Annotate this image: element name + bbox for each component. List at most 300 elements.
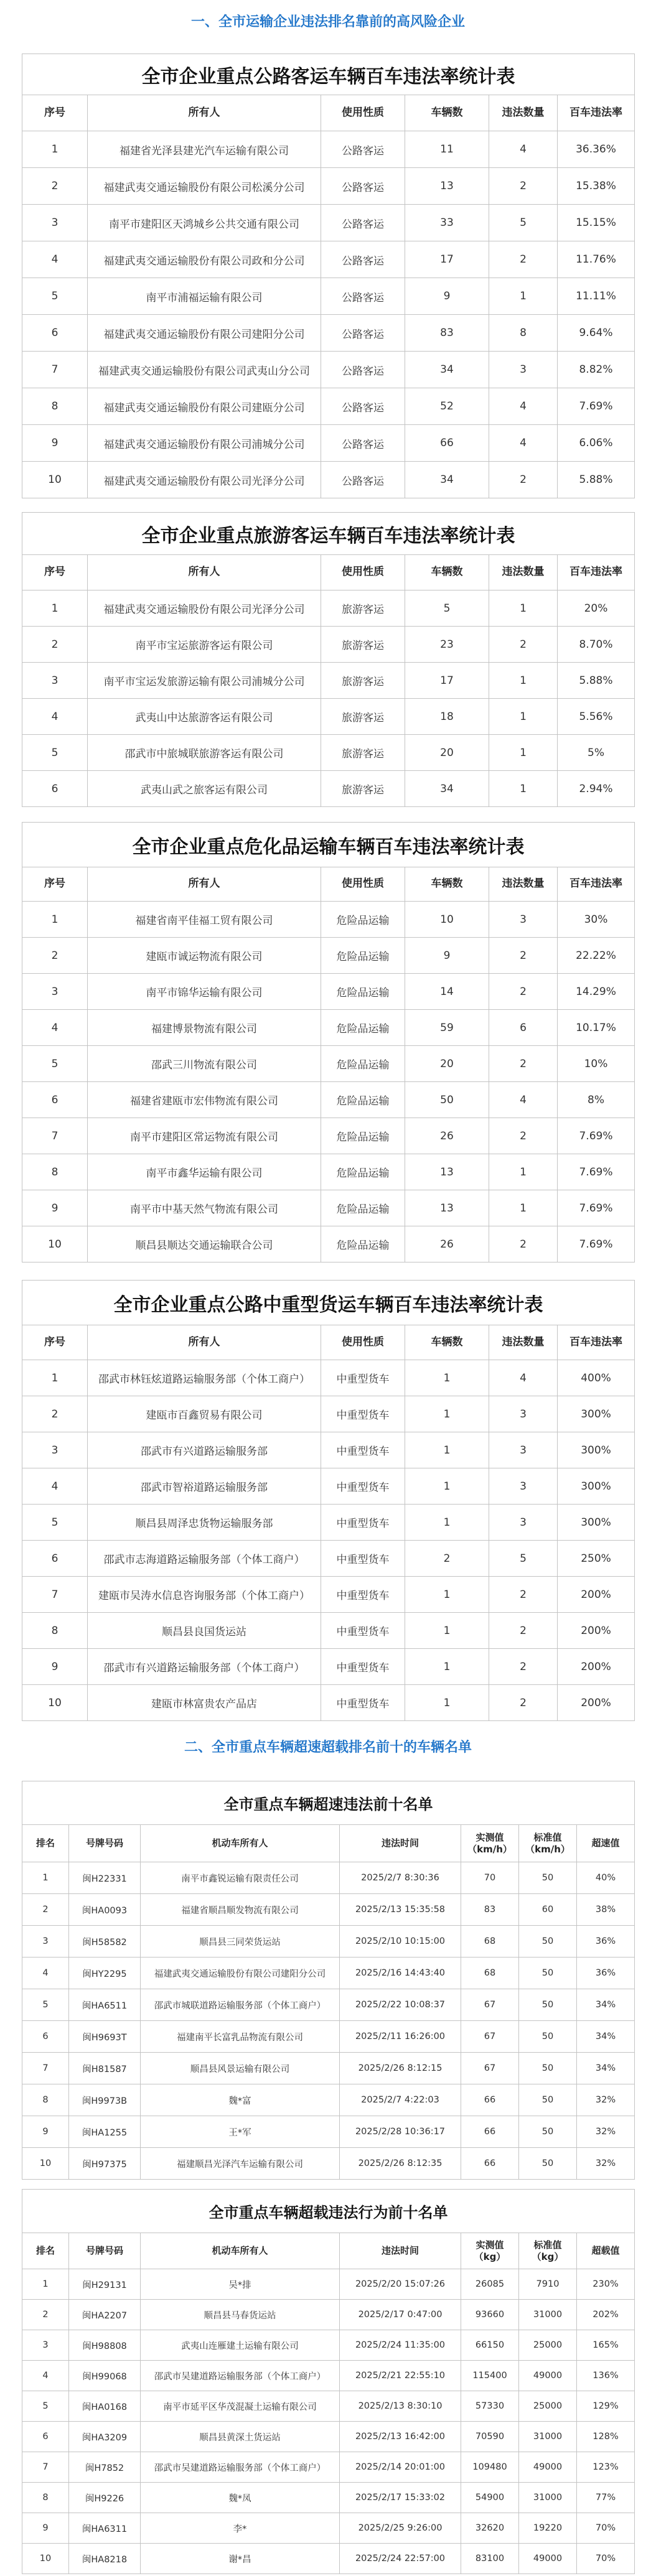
cell-owner: 邵武市有兴道路运输服务部 xyxy=(88,1432,321,1468)
cell-plate-number: 闽HA0168 xyxy=(69,2391,141,2422)
cell-owner: 福建省光泽县建光汽车运输有限公司 xyxy=(88,131,321,168)
cell-usage-type: 危险品运输 xyxy=(321,1082,405,1118)
header-standard-value-text: 标准值 xyxy=(533,1831,562,1843)
cell-measured-value: 115400 xyxy=(461,2361,519,2391)
cell-vehicle-count: 2 xyxy=(405,1541,489,1577)
cell-owner: 邵武市林钰炫道路运输服务部（个体工商户） xyxy=(88,1360,321,1396)
cell-usage-type: 中重型货车 xyxy=(321,1396,405,1432)
header-speeding-value xyxy=(577,1825,635,1862)
cell-plate-number: 闽HA6511 xyxy=(69,1989,141,2021)
cell-vehicle-owner: 吴*排 xyxy=(141,2269,340,2300)
cell-index: 5 xyxy=(22,1046,88,1082)
table-body xyxy=(22,1360,635,1721)
table-title-row xyxy=(22,2190,635,2233)
cell-index: 9 xyxy=(22,1649,88,1685)
cell-violation-time: 2025/2/22 10:08:37 xyxy=(340,1989,461,2021)
cell-violation-time: 2025/2/17 0:47:00 xyxy=(340,2300,461,2330)
cell-index: 2 xyxy=(22,1396,88,1432)
cell-index: 10 xyxy=(22,1226,88,1262)
cell-measured-value: 32620 xyxy=(461,2513,519,2544)
cell-vehicle-owner: 邵武市城联道路运输服务部（个体工商户） xyxy=(141,1989,340,2021)
header-overload-value-text: 超载值 xyxy=(591,2245,620,2257)
header-rank xyxy=(22,2233,69,2269)
cell-violation-rate: 30% xyxy=(558,902,635,938)
table-title-row xyxy=(22,54,635,95)
cell-violation-rate: 10.17% xyxy=(558,1010,635,1046)
table-row xyxy=(22,1926,635,1958)
cell-violation-rate: 7.69% xyxy=(558,1154,635,1190)
cell-vehicle-count: 20 xyxy=(405,735,489,771)
cell-violation-rate: 6.06% xyxy=(558,425,635,462)
cell-violation-count: 3 xyxy=(489,1468,558,1505)
cell-index: 6 xyxy=(22,771,88,807)
cell-violation-count: 2 xyxy=(489,1685,558,1721)
cell-speeding-value: 40% xyxy=(577,1862,635,1894)
cell-violation-time: 2025/2/28 10:36:17 xyxy=(340,2116,461,2148)
table-row xyxy=(22,699,635,735)
cell-usage-type: 中重型货车 xyxy=(321,1685,405,1721)
header-violation-rate-text: 百车违法率 xyxy=(569,106,622,119)
cell-violation-rate: 7.69% xyxy=(558,388,635,425)
cell-violation-rate: 5.56% xyxy=(558,699,635,735)
table-row xyxy=(22,2021,635,2053)
cell-rank: 5 xyxy=(22,1989,69,2021)
cell-index: 1 xyxy=(22,1360,88,1396)
cell-index: 8 xyxy=(22,1154,88,1190)
cell-owner: 福建博景物流有限公司 xyxy=(88,1010,321,1046)
cell-owner: 南平市建阳区天鸿城乡公共交通有限公司 xyxy=(88,205,321,241)
cell-owner: 福建武夷交通运输股份有限公司浦城分公司 xyxy=(88,425,321,462)
cell-plate-number: 闽H22331 xyxy=(69,1862,141,1894)
cell-violation-count: 1 xyxy=(489,771,558,807)
cell-vehicle-owner: 顺昌县黄深土货运站 xyxy=(141,2422,340,2452)
cell-vehicle-owner: 邵武市吴建道路运输服务部（个体工商户） xyxy=(141,2361,340,2391)
cell-index: 3 xyxy=(22,205,88,241)
header-owner xyxy=(88,867,321,902)
cell-measured-value: 26085 xyxy=(461,2269,519,2300)
cell-owner: 邵武三川物流有限公司 xyxy=(88,1046,321,1082)
cell-rank: 9 xyxy=(22,2513,69,2544)
cell-usage-type: 危险品运输 xyxy=(321,938,405,974)
cell-owner: 顺昌县良国货运站 xyxy=(88,1613,321,1649)
cell-violation-count: 1 xyxy=(489,735,558,771)
cell-vehicle-count: 1 xyxy=(405,1505,489,1541)
cell-index: 4 xyxy=(22,1010,88,1046)
cell-vehicle-owner: 顺昌县三同荣货运站 xyxy=(141,1926,340,1958)
cell-violation-rate: 2.94% xyxy=(558,771,635,807)
header-owner-text: 所有人 xyxy=(188,1335,220,1348)
cell-violation-time: 2025/2/20 15:07:26 xyxy=(340,2269,461,2300)
header-violation-count xyxy=(489,867,558,902)
cell-usage-type: 中重型货车 xyxy=(321,1541,405,1577)
header-plate-number xyxy=(69,2233,141,2269)
cell-vehicle-owner: 福建武夷交通运输股份有限公司建阳分公司 xyxy=(141,1958,340,1989)
table-row xyxy=(22,1989,635,2021)
header-row xyxy=(22,1325,635,1360)
cell-overload-value: 77% xyxy=(577,2483,635,2513)
cell-violation-rate: 300% xyxy=(558,1505,635,1541)
header-violation-count xyxy=(489,1325,558,1360)
cell-overload-value: 129% xyxy=(577,2391,635,2422)
cell-plate-number: 闽HA3209 xyxy=(69,2422,141,2452)
cell-vehicle-count: 26 xyxy=(405,1118,489,1154)
header-index-text: 序号 xyxy=(44,877,65,890)
cell-violation-count: 1 xyxy=(489,278,558,315)
header-measured-value-text: 实测值 xyxy=(476,2239,504,2251)
cell-rank: 7 xyxy=(22,2452,69,2483)
cell-owner: 南平市中基天然气物流有限公司 xyxy=(88,1190,321,1226)
header-index-text: 序号 xyxy=(44,1335,65,1348)
cell-vehicle-count: 13 xyxy=(405,1154,489,1190)
cell-vehicle-count: 1 xyxy=(405,1468,489,1505)
header-violation-rate xyxy=(558,1325,635,1360)
cell-measured-value: 83100 xyxy=(461,2544,519,2574)
header-vehicle-owner-text: 机动车所有人 xyxy=(212,1837,268,1849)
cell-vehicle-count: 10 xyxy=(405,902,489,938)
cell-vehicle-count: 50 xyxy=(405,1082,489,1118)
table-row xyxy=(22,1118,635,1154)
cell-violation-rate: 9.64% xyxy=(558,315,635,352)
cell-standard-value: 19220 xyxy=(519,2513,577,2544)
cell-standard-value: 50 xyxy=(519,2084,577,2116)
cell-violation-rate: 200% xyxy=(558,1577,635,1613)
cell-index: 1 xyxy=(22,590,88,627)
cell-rank: 3 xyxy=(22,2330,69,2361)
table-row xyxy=(22,2391,635,2422)
cell-usage-type: 危险品运输 xyxy=(321,1226,405,1262)
cell-owner: 建瓯市诚运物流有限公司 xyxy=(88,938,321,974)
cell-index: 9 xyxy=(22,425,88,462)
heavy-freight-violation-table xyxy=(22,1280,635,1721)
header-vehicle-count xyxy=(405,1325,489,1360)
table-title: 全市企业重点公路客运车辆百车违法率统计表 xyxy=(22,54,635,95)
cell-index: 3 xyxy=(22,974,88,1010)
cell-usage-type: 中重型货车 xyxy=(321,1505,405,1541)
cell-owner: 南平市宝运发旅游运输有限公司浦城分公司 xyxy=(88,663,321,699)
table-title-row xyxy=(22,513,635,555)
cell-usage-type: 公路客运 xyxy=(321,205,405,241)
cell-violation-rate: 7.69% xyxy=(558,1190,635,1226)
cell-violation-count: 2 xyxy=(489,241,558,278)
cell-rank: 6 xyxy=(22,2422,69,2452)
cell-violation-count: 2 xyxy=(489,462,558,498)
table-row xyxy=(22,1613,635,1649)
header-violation-count xyxy=(489,555,558,590)
table-row xyxy=(22,938,635,974)
cell-vehicle-owner: 魏*凤 xyxy=(141,2483,340,2513)
cell-rank: 1 xyxy=(22,1862,69,1894)
cell-overload-value: 128% xyxy=(577,2422,635,2452)
cell-index: 4 xyxy=(22,241,88,278)
cell-index: 3 xyxy=(22,1432,88,1468)
header-rank-text: 排名 xyxy=(35,2245,55,2257)
cell-usage-type: 公路客运 xyxy=(321,462,405,498)
cell-vehicle-count: 23 xyxy=(405,627,489,663)
cell-standard-value: 50 xyxy=(519,1958,577,1989)
cell-vehicle-count: 13 xyxy=(405,1190,489,1226)
cell-vehicle-owner: 魏*富 xyxy=(141,2084,340,2116)
header-vehicle-count-text: 车辆数 xyxy=(431,106,463,119)
cell-rank: 8 xyxy=(22,2084,69,2116)
cell-plate-number: 闽H7852 xyxy=(69,2452,141,2483)
cell-vehicle-count: 9 xyxy=(405,278,489,315)
cell-index: 7 xyxy=(22,1577,88,1613)
table-row xyxy=(22,2269,635,2300)
cell-violation-time: 2025/2/13 8:30:10 xyxy=(340,2391,461,2422)
cell-measured-value: 66 xyxy=(461,2148,519,2180)
cell-owner: 南平市建阳区常运物流有限公司 xyxy=(88,1118,321,1154)
table-row xyxy=(22,1226,635,1262)
table-row xyxy=(22,168,635,205)
cell-vehicle-count: 1 xyxy=(405,1360,489,1396)
table-title-row xyxy=(22,823,635,867)
cell-usage-type: 公路客运 xyxy=(321,352,405,388)
cell-owner: 顺昌县周泽忠货物运输服务部 xyxy=(88,1505,321,1541)
cell-standard-value: 31000 xyxy=(519,2300,577,2330)
cell-rank: 3 xyxy=(22,1926,69,1958)
cell-owner: 武夷山武之旅客运有限公司 xyxy=(88,771,321,807)
cell-measured-value: 70590 xyxy=(461,2422,519,2452)
cell-vehicle-count: 1 xyxy=(405,1396,489,1432)
cell-usage-type: 公路客运 xyxy=(321,315,405,352)
table-body xyxy=(22,131,635,498)
cell-vehicle-owner: 福建省顺昌顺发物流有限公司 xyxy=(141,1894,340,1926)
cell-violation-count: 4 xyxy=(489,1360,558,1396)
cell-rank: 1 xyxy=(22,2269,69,2300)
cell-usage-type: 旅游客运 xyxy=(321,699,405,735)
cell-rank: 2 xyxy=(22,2300,69,2330)
cell-speeding-value: 38% xyxy=(577,1894,635,1926)
header-row xyxy=(22,1825,635,1862)
cell-speeding-value: 32% xyxy=(577,2084,635,2116)
cell-violation-count: 2 xyxy=(489,1226,558,1262)
table-row xyxy=(22,2330,635,2361)
cell-violation-time: 2025/2/24 11:35:00 xyxy=(340,2330,461,2361)
header-measured-value-text: 实测值 xyxy=(476,1831,504,1843)
header-vehicle-owner xyxy=(141,1825,340,1862)
header-row xyxy=(22,2233,635,2269)
cell-usage-type: 旅游客运 xyxy=(321,735,405,771)
cell-rank: 7 xyxy=(22,2053,69,2084)
table-row xyxy=(22,1046,635,1082)
table-row xyxy=(22,1685,635,1721)
table-row xyxy=(22,1360,635,1396)
header-index-text: 序号 xyxy=(44,106,65,119)
cell-measured-value: 109480 xyxy=(461,2452,519,2483)
header-violation-count-text: 违法数量 xyxy=(502,106,545,119)
cell-standard-value: 50 xyxy=(519,2021,577,2053)
cell-violation-count: 3 xyxy=(489,1396,558,1432)
cell-vehicle-count: 33 xyxy=(405,205,489,241)
cell-index: 7 xyxy=(22,1118,88,1154)
cell-violation-count: 4 xyxy=(489,425,558,462)
header-row xyxy=(22,867,635,902)
table-row xyxy=(22,2544,635,2574)
cell-vehicle-count: 1 xyxy=(405,1649,489,1685)
cell-measured-value: 66150 xyxy=(461,2330,519,2361)
table-row xyxy=(22,2513,635,2544)
header-index xyxy=(22,95,88,131)
cell-rank: 10 xyxy=(22,2544,69,2574)
cell-vehicle-count: 34 xyxy=(405,462,489,498)
cell-vehicle-count: 1 xyxy=(405,1613,489,1649)
cell-usage-type: 中重型货车 xyxy=(321,1360,405,1396)
table-row xyxy=(22,771,635,807)
cell-overload-value: 230% xyxy=(577,2269,635,2300)
cell-usage-type: 危险品运输 xyxy=(321,1154,405,1190)
cell-violation-time: 2025/2/10 10:15:00 xyxy=(340,1926,461,1958)
table-title: 全市企业重点旅游客运车辆百车违法率统计表 xyxy=(22,513,635,555)
cell-rank: 2 xyxy=(22,1894,69,1926)
cell-overload-value: 70% xyxy=(577,2544,635,2574)
cell-violation-count: 2 xyxy=(489,1649,558,1685)
cell-vehicle-count: 18 xyxy=(405,699,489,735)
table-row xyxy=(22,241,635,278)
tourism-bus-violation-table xyxy=(22,512,635,807)
table-row xyxy=(22,2300,635,2330)
header-violation-rate-text: 百车违法率 xyxy=(569,566,622,579)
table-row xyxy=(22,902,635,938)
cell-violation-rate: 5% xyxy=(558,735,635,771)
cell-speeding-value: 34% xyxy=(577,2021,635,2053)
cell-index: 9 xyxy=(22,1190,88,1226)
cell-violation-count: 5 xyxy=(489,1541,558,1577)
cell-owner: 顺昌县顺达交通运输联合公司 xyxy=(88,1226,321,1262)
cell-plate-number: 闽H81587 xyxy=(69,2053,141,2084)
cell-usage-type: 中重型货车 xyxy=(321,1468,405,1505)
cell-usage-type: 公路客运 xyxy=(321,168,405,205)
cell-violation-rate: 400% xyxy=(558,1360,635,1396)
cell-violation-count: 2 xyxy=(489,1118,558,1154)
cell-measured-value: 54900 xyxy=(461,2483,519,2513)
table-row xyxy=(22,2053,635,2084)
cell-standard-value: 31000 xyxy=(519,2483,577,2513)
cell-index: 8 xyxy=(22,1613,88,1649)
cell-owner: 邵武市智裕道路运输服务部 xyxy=(88,1468,321,1505)
cell-vehicle-count: 17 xyxy=(405,663,489,699)
cell-violation-time: 2025/2/17 15:33:02 xyxy=(340,2483,461,2513)
table-row xyxy=(22,735,635,771)
cell-violation-rate: 7.69% xyxy=(558,1226,635,1262)
cell-violation-rate: 14.29% xyxy=(558,974,635,1010)
table-row xyxy=(22,2361,635,2391)
cell-plate-number: 闽HA1255 xyxy=(69,2116,141,2148)
table-title-row xyxy=(22,1781,635,1825)
cell-owner: 福建武夷交通运输股份有限公司政和分公司 xyxy=(88,241,321,278)
cell-owner: 邵武市中旅城联旅游客运有限公司 xyxy=(88,735,321,771)
header-owner-text: 所有人 xyxy=(188,106,220,119)
cell-violation-time: 2025/2/13 16:42:00 xyxy=(340,2422,461,2452)
cell-plate-number: 闽H98808 xyxy=(69,2330,141,2361)
cell-violation-rate: 15.15% xyxy=(558,205,635,241)
cell-owner: 福建武夷交通运输股份有限公司光泽分公司 xyxy=(88,590,321,627)
header-owner xyxy=(88,555,321,590)
header-standard-value-text: （kg） xyxy=(532,2251,564,2262)
header-violation-time xyxy=(340,2233,461,2269)
cell-violation-count: 2 xyxy=(489,1613,558,1649)
header-violation-rate xyxy=(558,95,635,131)
cell-owner: 南平市浦福运输有限公司 xyxy=(88,278,321,315)
cell-vehicle-owner: 李* xyxy=(141,2513,340,2544)
cell-plate-number: 闽H9693T xyxy=(69,2021,141,2053)
cell-measured-value: 67 xyxy=(461,1989,519,2021)
header-owner-text: 所有人 xyxy=(188,877,220,890)
cell-usage-type: 公路客运 xyxy=(321,425,405,462)
header-plate-number-text: 号牌号码 xyxy=(85,2245,123,2257)
passenger-bus-violation-table xyxy=(22,54,635,498)
cell-usage-type: 公路客运 xyxy=(321,131,405,168)
cell-measured-value: 66 xyxy=(461,2084,519,2116)
cell-index: 1 xyxy=(22,131,88,168)
cell-violation-rate: 8% xyxy=(558,1082,635,1118)
cell-violation-time: 2025/2/16 14:43:40 xyxy=(340,1958,461,1989)
cell-measured-value: 83 xyxy=(461,1894,519,1926)
table-title: 全市企业重点危化品运输车辆百车违法率统计表 xyxy=(22,823,635,867)
cell-violation-time: 2025/2/14 20:01:00 xyxy=(340,2452,461,2483)
cell-owner: 福建省建瓯市宏伟物流有限公司 xyxy=(88,1082,321,1118)
table-body xyxy=(22,2269,635,2574)
header-measured-value-text: （km/h） xyxy=(467,1843,512,1855)
cell-usage-type: 中重型货车 xyxy=(321,1613,405,1649)
cell-index: 2 xyxy=(22,938,88,974)
table-title: 全市重点车辆超速违法前十名单 xyxy=(22,1781,635,1825)
cell-measured-value: 70 xyxy=(461,1862,519,1894)
cell-violation-rate: 200% xyxy=(558,1649,635,1685)
table-row xyxy=(22,205,635,241)
table-row xyxy=(22,1862,635,1894)
table-row xyxy=(22,1958,635,1989)
header-standard-value xyxy=(519,1825,577,1862)
cell-index: 4 xyxy=(22,1468,88,1505)
cell-speeding-value: 32% xyxy=(577,2148,635,2180)
table-row xyxy=(22,2084,635,2116)
cell-vehicle-owner: 顺昌县风景运输有限公司 xyxy=(141,2053,340,2084)
table-row xyxy=(22,352,635,388)
table-row xyxy=(22,315,635,352)
cell-owner: 福建武夷交通运输股份有限公司建瓯分公司 xyxy=(88,388,321,425)
cell-overload-value: 165% xyxy=(577,2330,635,2361)
cell-index: 10 xyxy=(22,1685,88,1721)
header-overload-value xyxy=(577,2233,635,2269)
cell-owner: 南平市宝运旅游客运有限公司 xyxy=(88,627,321,663)
cell-index: 4 xyxy=(22,699,88,735)
cell-vehicle-count: 52 xyxy=(405,388,489,425)
cell-standard-value: 25000 xyxy=(519,2330,577,2361)
cell-violation-rate: 8.82% xyxy=(558,352,635,388)
header-usage-type xyxy=(321,1325,405,1360)
cell-vehicle-count: 1 xyxy=(405,1685,489,1721)
cell-violation-count: 4 xyxy=(489,1082,558,1118)
cell-index: 5 xyxy=(22,735,88,771)
cell-vehicle-count: 17 xyxy=(405,241,489,278)
header-vehicle-count-text: 车辆数 xyxy=(431,877,463,890)
cell-vehicle-owner: 武夷山连雁建土运输有限公司 xyxy=(141,2330,340,2361)
header-plate-number-text: 号牌号码 xyxy=(85,1837,123,1849)
header-violation-time xyxy=(340,1825,461,1862)
header-usage-type xyxy=(321,95,405,131)
cell-speeding-value: 36% xyxy=(577,1926,635,1958)
cell-plate-number: 闽H99068 xyxy=(69,2361,141,2391)
cell-measured-value: 67 xyxy=(461,2021,519,2053)
header-standard-value-text: （km/h） xyxy=(525,1843,570,1855)
cell-speeding-value: 32% xyxy=(577,2116,635,2148)
cell-usage-type: 危险品运输 xyxy=(321,1118,405,1154)
cell-violation-count: 5 xyxy=(489,205,558,241)
cell-violation-rate: 200% xyxy=(558,1685,635,1721)
header-index xyxy=(22,555,88,590)
cell-usage-type: 公路客运 xyxy=(321,278,405,315)
cell-speeding-value: 34% xyxy=(577,1989,635,2021)
